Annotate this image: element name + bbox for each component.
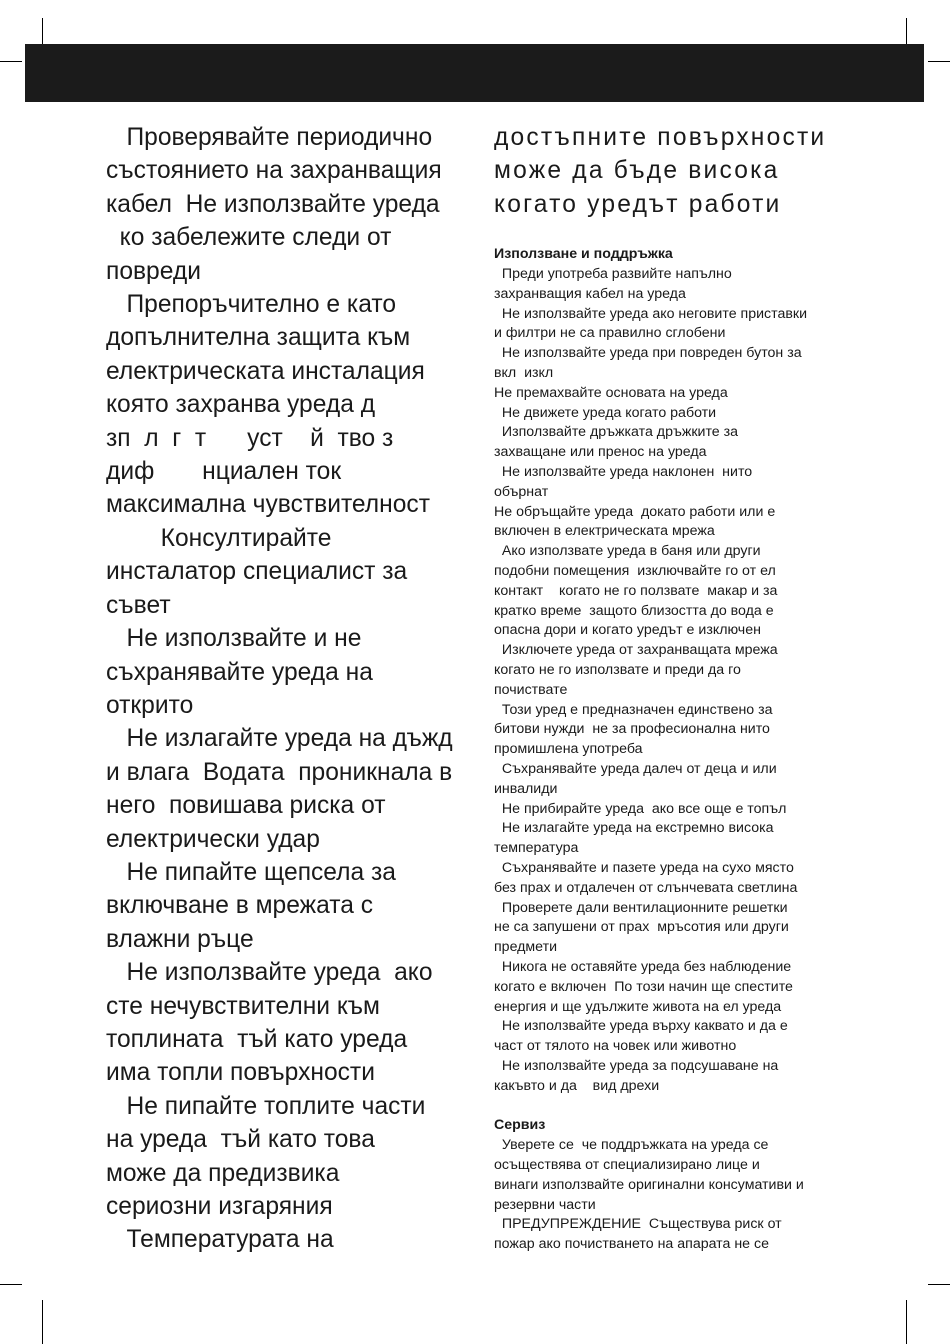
text-line: топлината тъй като уреда <box>106 1025 408 1053</box>
text-line: сериозни изгаряния <box>106 1193 333 1220</box>
text-line: зп л г т уст й тво з <box>106 424 394 452</box>
text-line: Не пипайте топлите части <box>106 1092 426 1120</box>
text-line: Температурата на <box>106 1226 334 1254</box>
text-line: и влага Водата проникнала в <box>106 758 453 786</box>
header-bar <box>25 44 924 102</box>
text-line: повреди <box>106 257 201 285</box>
text-line: Не използвайте уреда при повреден бутон за <box>494 345 802 362</box>
text-line: която захранва уреда д <box>106 391 376 419</box>
text-line: сте нечувствителни към <box>106 992 380 1020</box>
text-line: ко забележите следи от <box>106 224 392 252</box>
text-line: кабел Не използвайте уреда <box>106 190 440 218</box>
text-line: енергия и ще удължите живота на ел уреда <box>494 998 782 1015</box>
text-line: Проверете дали вентилационните решетки <box>494 899 788 916</box>
service-text <box>494 1136 874 1255</box>
text-line: когато не го използвате и преди да го <box>494 661 741 678</box>
usage-section <box>494 245 874 1096</box>
text-line: и филтри не са правилно сглобени <box>494 325 726 342</box>
text-line: промишлена употреба <box>494 741 643 758</box>
text-line: открито <box>106 691 194 719</box>
text-line: резервни части <box>494 1196 596 1213</box>
text-line: може да бъде висока <box>494 157 780 185</box>
text-line: предмети <box>494 939 558 956</box>
text-line: включване в мрежата с <box>106 892 374 920</box>
text-line: Не използвайте уреда ако <box>106 959 433 987</box>
text-line: на уреда тъй като това <box>106 1126 375 1154</box>
text-line: захранващия кабел на уреда <box>494 285 686 302</box>
usage-text <box>494 265 874 1096</box>
text-line: максимална чувствителност <box>106 491 430 519</box>
text-line: съхранявайте уреда на <box>106 658 373 686</box>
text-line: Не използвайте и не <box>106 625 362 653</box>
text-line: Не движете уреда когато работи <box>494 404 717 421</box>
text-line: Преди употреба развийте напълно <box>494 266 732 283</box>
text-line: пожар ако почистването на апарата не се <box>494 1236 769 1253</box>
text-line: битови нужди не за професионална нито <box>494 721 770 738</box>
text-line: винаги използвайте оригинални консумативи и <box>494 1176 804 1193</box>
text-line: Не излагайте уреда на дъжд <box>106 725 453 753</box>
text-line: включен в електрическата мрежа <box>494 523 715 540</box>
text-line: какъвто и да вид дрехи <box>494 1077 660 1094</box>
text-line: допълнителна защита към <box>106 324 411 352</box>
text-line: Ако използвате уреда в баня или други <box>494 543 761 560</box>
service-heading: Сервиз <box>494 1117 546 1134</box>
text-line: Препоръчително е като <box>106 291 397 319</box>
crop-mark-top-right-h <box>928 61 950 62</box>
usage-heading: Използване и поддръжка <box>494 246 673 263</box>
text-line: Не пипайте щепсела за <box>106 858 396 886</box>
text-line: състоянието на захранващия <box>106 157 442 185</box>
text-line: подобни помещения изключвайте го от ел <box>494 562 776 579</box>
crop-mark-bottom-left-h <box>0 1284 22 1285</box>
text-line: опасна дори и когато уредът е изключен <box>494 622 761 639</box>
text-line: диф нциален ток <box>106 458 342 486</box>
text-line: Консултирайте <box>106 524 332 552</box>
text-line: влажни ръце <box>106 925 254 953</box>
text-line: Не използвайте уреда ако неговите приставки <box>494 305 808 322</box>
crop-mark-bottom-right-v <box>906 1300 907 1344</box>
text-line: ПРЕДУПРЕЖДЕНИЕ Съществува риск от <box>494 1216 782 1233</box>
text-line: Не използвайте уреда върху каквато и да е <box>494 1018 788 1035</box>
text-line: инсталатор специалист за <box>106 558 408 586</box>
service-section <box>494 1116 874 1255</box>
text-line: Не обръщайте уреда докато работи или е <box>494 503 776 520</box>
text-line: Не използвайте уреда за подсушаване на <box>494 1057 779 1074</box>
text-line: почиствате <box>494 681 568 698</box>
text-line: него повишава риска от <box>106 792 386 820</box>
left-column <box>106 121 476 1257</box>
text-line: обърнат <box>494 483 549 500</box>
text-line: електрически удар <box>106 825 320 853</box>
crop-mark-bottom-right-h <box>928 1284 950 1285</box>
text-line: Съхранявайте и пазете уреда на сухо място <box>494 859 794 876</box>
text-line: не са запушени от прах мръсотия или други <box>494 919 789 936</box>
crop-mark-bottom-left-v <box>42 1300 43 1344</box>
text-line: Изключете уреда от захранващата мрежа <box>494 642 778 659</box>
text-line: когато уредът работи <box>494 190 782 218</box>
text-line: Не прибирайте уреда ако все още е топъл <box>494 800 787 817</box>
text-line: Не използвайте уреда наклонен нито <box>494 463 753 480</box>
crop-mark-top-left-h <box>0 61 22 62</box>
text-line: кратко време защото близостта до вода е <box>494 602 774 619</box>
text-line: има топли повърхности <box>106 1059 375 1087</box>
text-line: контакт когато не го ползвате макар и за <box>494 582 778 599</box>
text-line: Не излагайте уреда на екстремно висока <box>494 820 774 837</box>
text-line: осъществява от специализирано лице и <box>494 1157 760 1174</box>
text-line: инвалиди <box>494 780 558 797</box>
text-line: Използвайте дръжката дръжките за <box>494 424 739 441</box>
continuation-text <box>494 121 874 221</box>
text-line: достъпните повърхности <box>494 124 827 151</box>
text-line: Уверете се че поддръжката на уреда се <box>494 1137 769 1154</box>
text-line: може да предизвика <box>106 1159 340 1187</box>
text-line: когато е включен По този начин ще спестите <box>494 978 793 995</box>
text-line: Този уред е предназначен единствено за <box>494 701 773 718</box>
text-line: захващане или пренос на уреда <box>494 444 707 461</box>
text-line: съвет <box>106 591 171 619</box>
text-line: температура <box>494 840 579 857</box>
right-column <box>494 121 874 1255</box>
text-line: част от тялото на човек или животно <box>494 1038 737 1055</box>
text-line: Проверявайте периодично <box>106 124 433 151</box>
text-line: Съхранявайте уреда далеч от деца и или <box>494 760 777 777</box>
text-line: Не премахвайте основата на уреда <box>494 384 728 401</box>
text-line: без прах и отдалечен от слънчевата светлина <box>494 879 798 896</box>
text-line: вкл изкл <box>494 365 554 381</box>
text-line: електрическата инсталация <box>106 357 425 385</box>
text-line: Никога не оставяйте уреда без наблюдение <box>494 958 792 975</box>
